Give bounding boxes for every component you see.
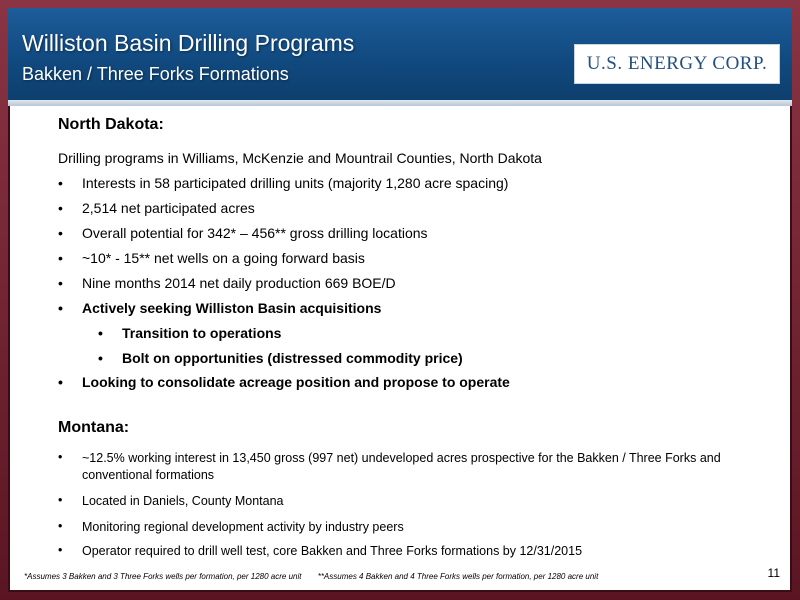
- bullet-symbol: •: [58, 519, 63, 533]
- north-dakota-heading: North Dakota:: [58, 116, 164, 133]
- sub-list-item-text: Bolt on opportunities (distressed commodity price): [122, 350, 463, 366]
- slide-header: [8, 8, 792, 100]
- list-item: [58, 450, 758, 486]
- sub-list-item-text: Transition to operations: [122, 325, 282, 341]
- bullet-symbol: •: [58, 225, 63, 241]
- bullet-symbol: •: [98, 325, 103, 341]
- footnotes: [24, 572, 612, 581]
- company-logo-text: U.S. ENERGY CORP.: [586, 53, 768, 74]
- page-number: 11: [767, 566, 780, 580]
- bullet-symbol: •: [58, 450, 63, 464]
- list-item-text: ~10* - 15** net wells on a going forward basis: [82, 250, 365, 266]
- footnote-single-star: *Assumes 3 Bakken and 3 Three Forks wells per formation, per 1280 acre unit: [24, 572, 302, 581]
- header-divider: [8, 100, 792, 106]
- list-item-text: Actively seeking Williston Basin acquisitions: [82, 300, 382, 316]
- list-item-text: Operator required to drill well test, core Bakken and Three Forks formations by 12/31/2015: [82, 544, 583, 558]
- bullet-symbol: •: [58, 275, 63, 291]
- bullet-symbol: •: [58, 374, 63, 390]
- list-item-text: Located in Daniels, County Montana: [82, 494, 284, 508]
- montana-heading: Montana:: [58, 419, 130, 436]
- bullet-symbol: •: [58, 493, 63, 507]
- bullet-symbol: •: [58, 250, 63, 266]
- company-logo: [574, 44, 780, 84]
- list-item: [58, 519, 758, 537]
- list-item-text: ~12.5% working interest in 13,450 gross (997 net) undeveloped acres prospective for the Bakken / Three Forks and conventional formations: [82, 451, 721, 482]
- north-dakota-intro: Drilling programs in Williams, McKenzie and Mountrail Counties, North Dakota: [58, 150, 542, 166]
- list-item-text: Monitoring regional development activity by industry peers: [82, 520, 404, 534]
- bullet-symbol: •: [58, 200, 63, 216]
- list-item: [58, 493, 758, 511]
- list-item-text: 2,514 net participated acres: [82, 200, 255, 216]
- list-item-text: Nine months 2014 net daily production 669 BOE/D: [82, 275, 396, 291]
- bullet-symbol: •: [98, 350, 103, 366]
- bullet-symbol: •: [58, 543, 63, 557]
- list-item: [58, 543, 758, 561]
- list-item-text: Interests in 58 participated drilling units (majority 1,280 acre spacing): [82, 175, 509, 191]
- slide: [8, 8, 792, 592]
- bullet-symbol: •: [58, 300, 63, 316]
- list-item-text: Overall potential for 342* – 456** gross drilling locations: [82, 225, 428, 241]
- slide-subtitle: Bakken / Three Forks Formations: [22, 64, 289, 84]
- slide-title: Williston Basin Drilling Programs: [22, 30, 355, 56]
- footnote-double-star: **Assumes 4 Bakken and 4 Three Forks wells per formation, per 1280 acre unit: [317, 572, 599, 581]
- bullet-symbol: •: [58, 175, 63, 191]
- list-item-text: Looking to consolidate acreage position and propose to operate: [82, 374, 510, 390]
